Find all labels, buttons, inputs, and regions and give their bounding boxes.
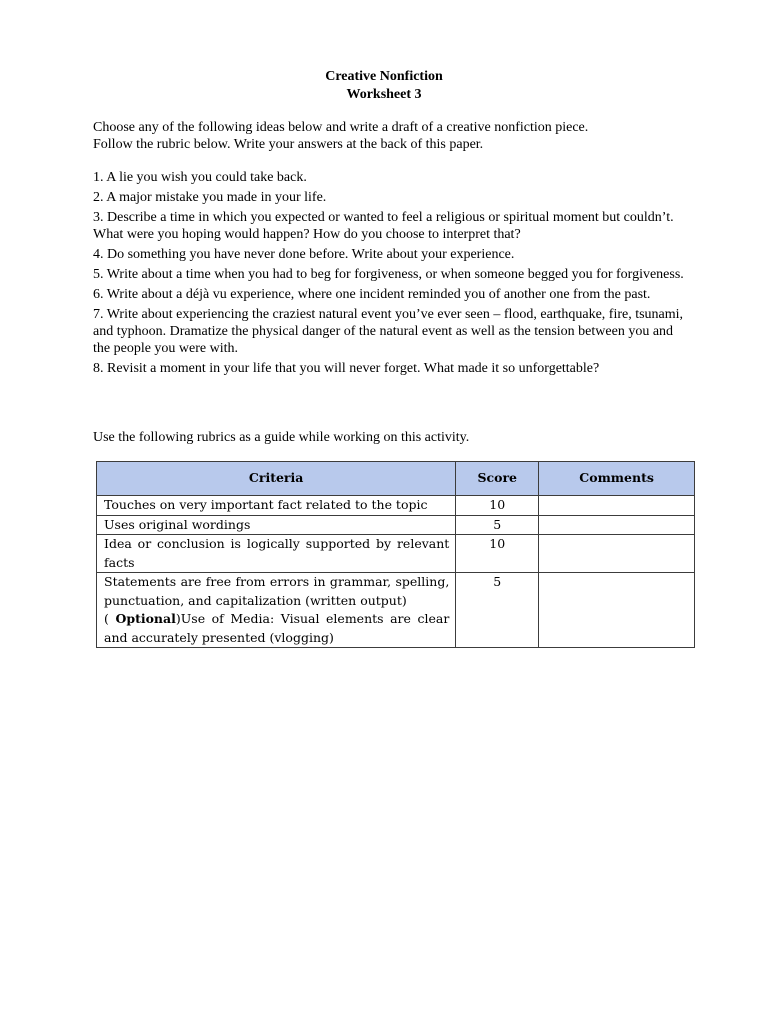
idea-item: 5. Write about a time when you had to beg for forgiveness, or when someone begged you for forgiveness. <box>93 267 684 282</box>
score-cell: 10 <box>456 535 539 573</box>
rubric-table <box>96 461 695 648</box>
rubric-header-row <box>97 462 695 496</box>
criteria-cell: Idea or conclusion is logically supported by relevant facts <box>97 535 456 573</box>
comments-cell <box>539 515 695 535</box>
comments-header: Comments <box>539 462 695 496</box>
idea-item: 8. Revisit a moment in your life that you will never forget. What made it so unforgettable? <box>93 361 600 376</box>
criteria-cell: Uses original wordings <box>97 515 456 535</box>
criteria-text: Statements are free from errors in grammar, spelling, punctuation, and capitalization (written output) <box>104 574 450 608</box>
table-row <box>97 535 695 573</box>
comments-cell <box>539 573 695 648</box>
instructions <box>93 119 693 153</box>
criteria-cell: Touches on very important fact related to the topic <box>97 496 456 516</box>
score-cell: 5 <box>456 515 539 535</box>
optional-text: )Use of Media: Visual elements are clear and accurately presented (vlogging) <box>104 611 450 645</box>
title-line: Creative Nonfiction <box>325 69 443 84</box>
table-row <box>97 573 695 648</box>
criteria-header: Criteria <box>97 462 456 496</box>
score-cell: 5 <box>456 573 539 648</box>
rubric-instruction: Use the following rubrics as a guide while working on this activity. <box>93 430 470 445</box>
idea-item: 3. Describe a time in which you expected or wanted to feel a religious or spiritual moment but couldn’t. What were you hoping would happen? How do you choose to interpret that? <box>93 210 674 242</box>
instructions-line-1: Choose any of the following ideas below and write a draft of a creative nonfiction piece. <box>93 120 589 135</box>
ideas-list <box>93 169 693 380</box>
idea-item: 7. Write about experiencing the craziest natural event you’ve ever seen – flood, earthquake, fire, tsunami, and typhoon. Dramatize the physical danger of the natural event as well as the tension between you and the people you were with. <box>93 307 684 356</box>
table-row <box>97 515 695 535</box>
idea-item: 4. Do something you have never done before. Write about your experience. <box>93 247 515 262</box>
comments-cell <box>539 496 695 516</box>
subtitle-line: Worksheet 3 <box>346 87 422 102</box>
optional-open-paren: ( <box>104 611 116 626</box>
score-cell: 10 <box>456 496 539 516</box>
idea-item: 6. Write about a déjà vu experience, where one incident reminded you of another one from the past. <box>93 287 651 302</box>
comments-cell <box>539 535 695 573</box>
idea-item: 2. A major mistake you made in your life. <box>93 190 327 205</box>
worksheet-title <box>0 68 768 104</box>
criteria-cell <box>97 573 456 648</box>
table-row <box>97 496 695 516</box>
optional-label: Optional <box>115 611 176 626</box>
instructions-line-2: Follow the rubric below. Write your answers at the back of this paper. <box>93 137 484 152</box>
idea-item: 1. A lie you wish you could take back. <box>93 170 307 185</box>
optional-criteria <box>104 610 449 647</box>
score-header: Score <box>456 462 539 496</box>
